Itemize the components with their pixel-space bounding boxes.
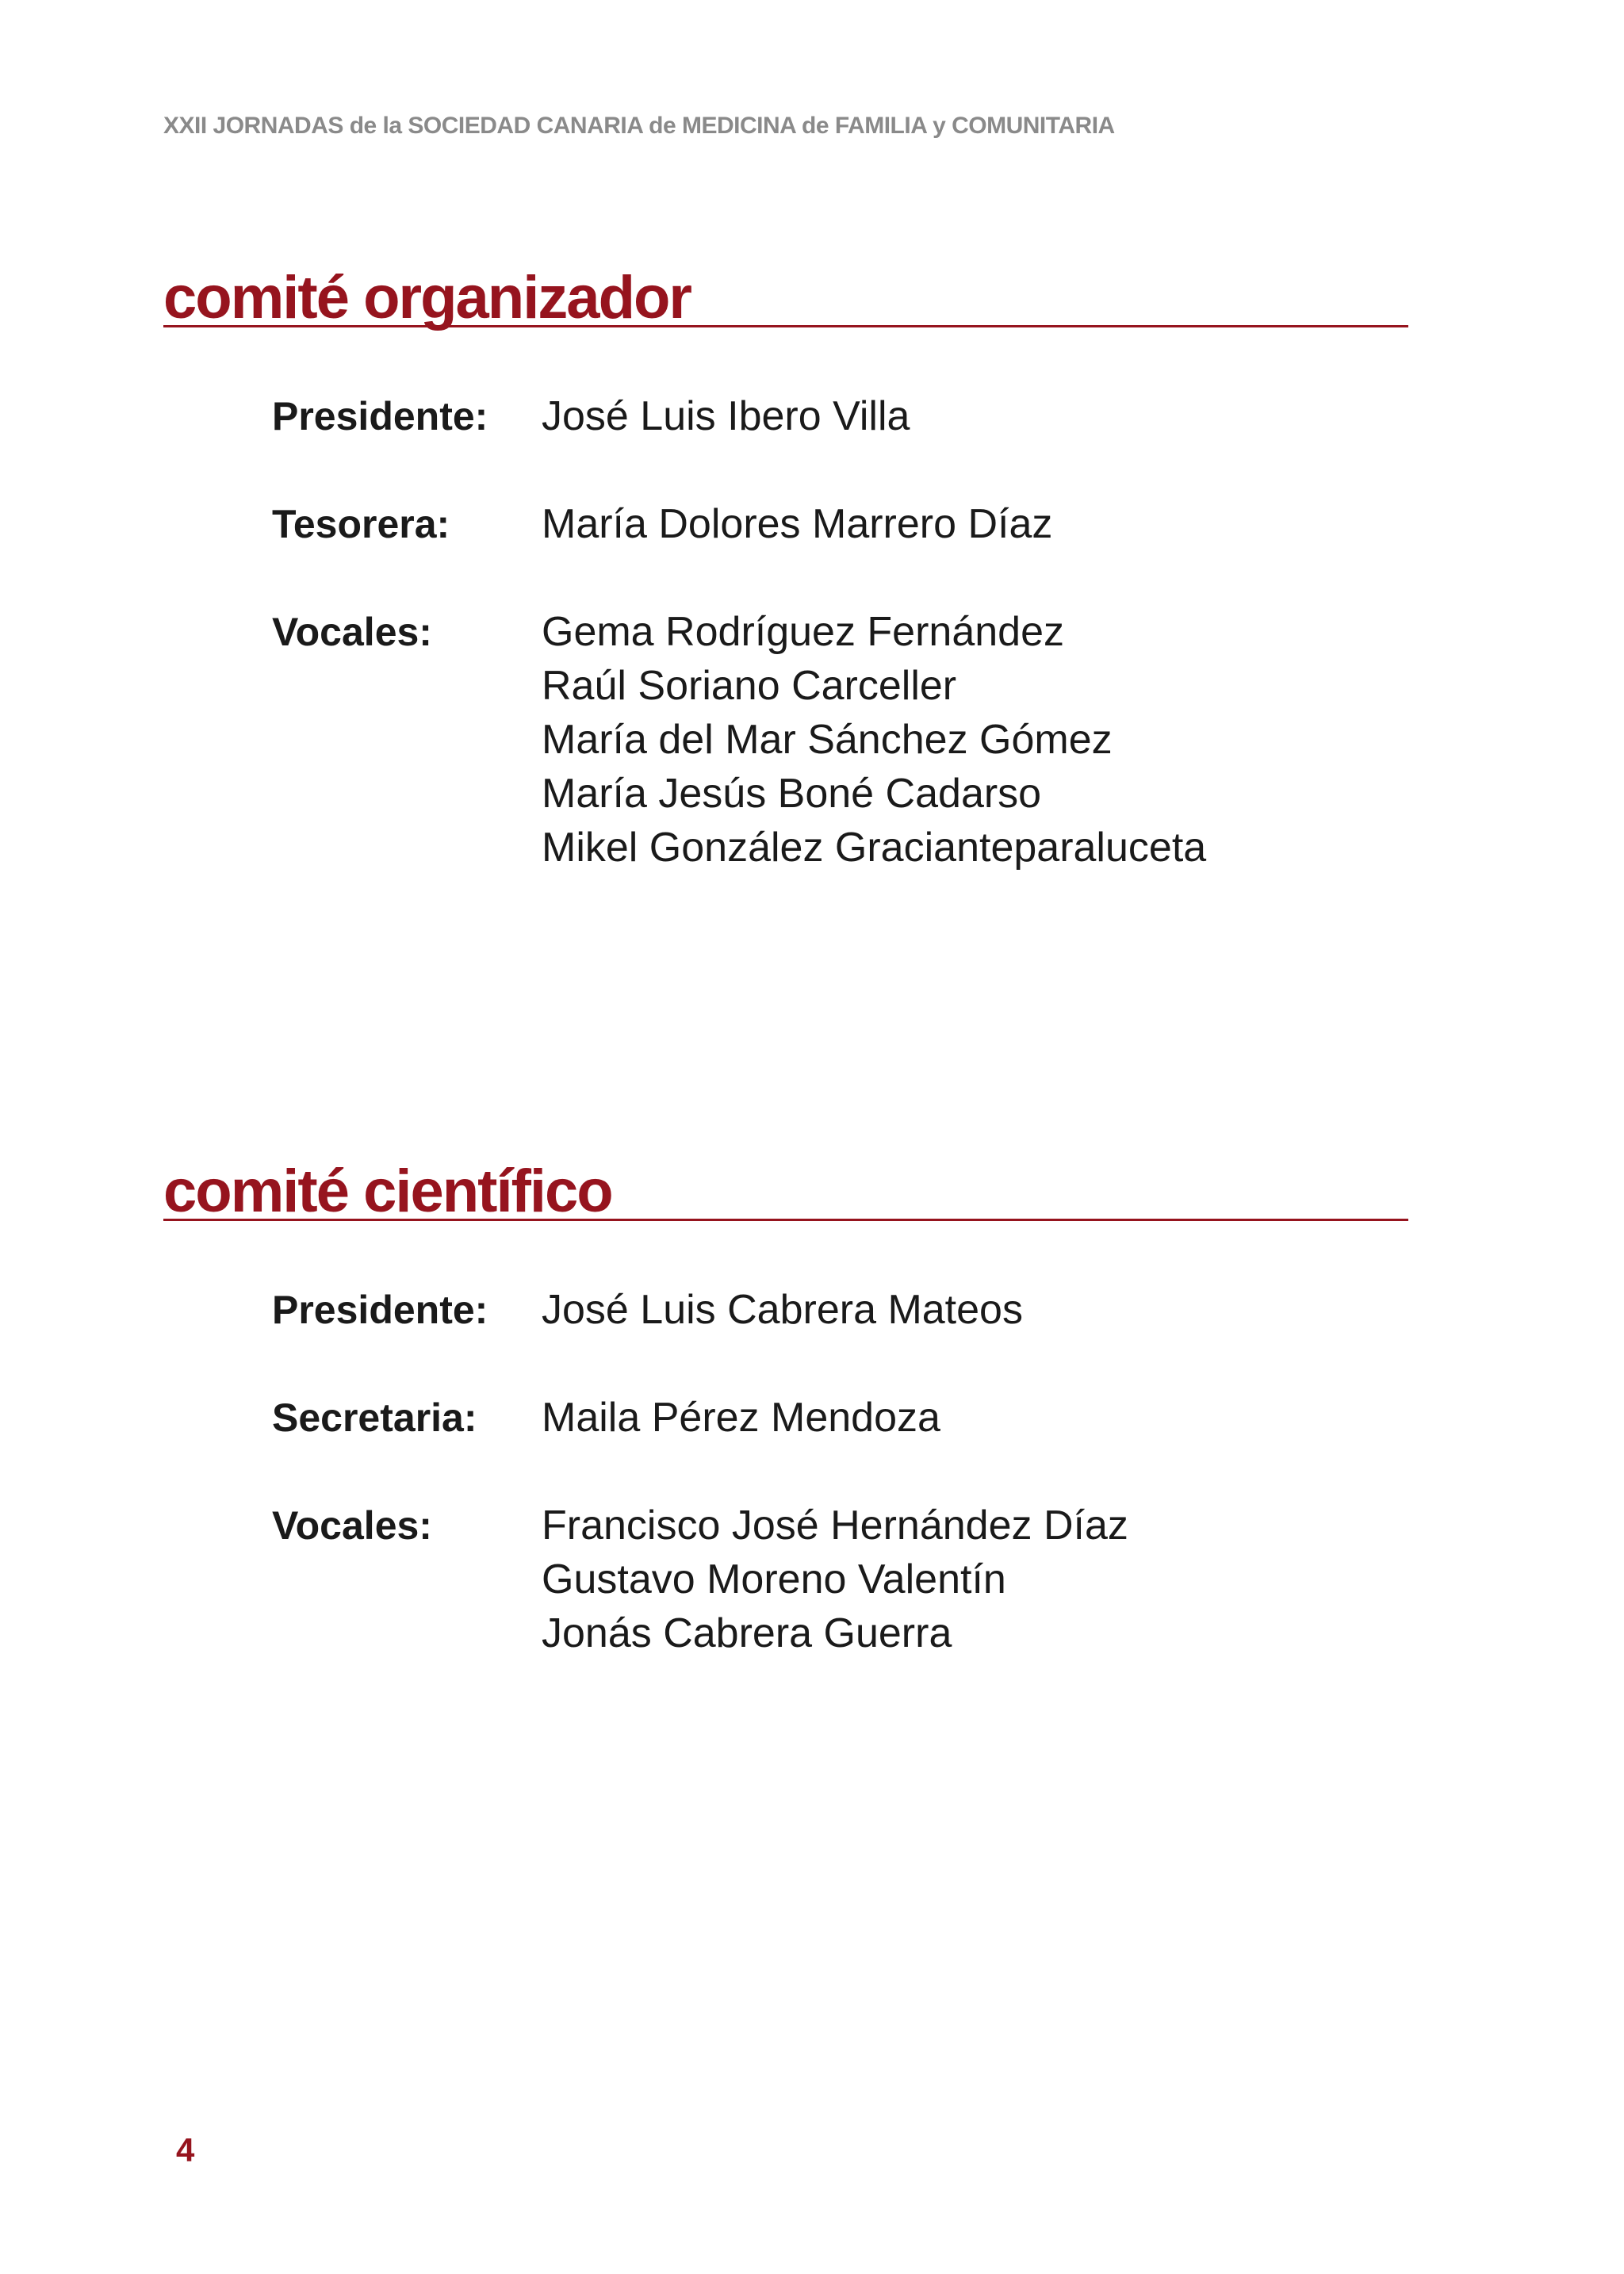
member-name: Jonás Cabrera Guerra — [542, 1610, 952, 1656]
role-label: Presidente: — [272, 1288, 488, 1332]
scientific-committee-section — [163, 1158, 1408, 1660]
member-name: Gema Rodríguez Fernández — [542, 609, 1065, 655]
members-row — [272, 605, 1408, 875]
secretary-name: Maila Pérez Mendoza — [542, 1395, 940, 1441]
treasurer-name: María Dolores Marrero Díaz — [542, 501, 1053, 547]
member-name: María Jesús Boné Cadarso — [542, 771, 1042, 817]
role-label: Tesorera: — [272, 502, 450, 546]
page-number: 4 — [176, 2131, 195, 2169]
secretary-row — [272, 1391, 1408, 1445]
members-list — [542, 1499, 1128, 1660]
member-name: Gustavo Moreno Valentín — [542, 1556, 1006, 1602]
president-row — [272, 1283, 1408, 1337]
member-name: María del Mar Sánchez Gómez — [542, 717, 1113, 763]
member-name: Raúl Soriano Carceller — [542, 663, 957, 709]
member-name: Mikel González Gracianteparaluceta — [542, 825, 1207, 871]
role-label: Vocales: — [272, 1503, 432, 1548]
president-name: José Luis Cabrera Mateos — [542, 1287, 1023, 1333]
role-label: Secretaria: — [272, 1395, 477, 1440]
president-row — [272, 389, 1408, 443]
members-list — [542, 605, 1206, 875]
treasurer-row — [272, 497, 1408, 551]
committee-list — [272, 1283, 1408, 1660]
role-label: Presidente: — [272, 394, 488, 438]
running-header: XXII JORNADAS de la SOCIEDAD CANARIA de MEDICINA de FAMILIA y COMUNITARIA — [163, 113, 1115, 139]
organizing-committee-section — [163, 264, 1408, 875]
role-label: Vocales: — [272, 610, 432, 654]
committee-list — [272, 389, 1408, 875]
president-name: José Luis Ibero Villa — [542, 393, 910, 439]
members-row — [272, 1499, 1408, 1660]
section-title: comité organizador — [163, 264, 691, 331]
member-name: Francisco José Hernández Díaz — [542, 1503, 1128, 1549]
section-title: comité científico — [163, 1158, 612, 1225]
